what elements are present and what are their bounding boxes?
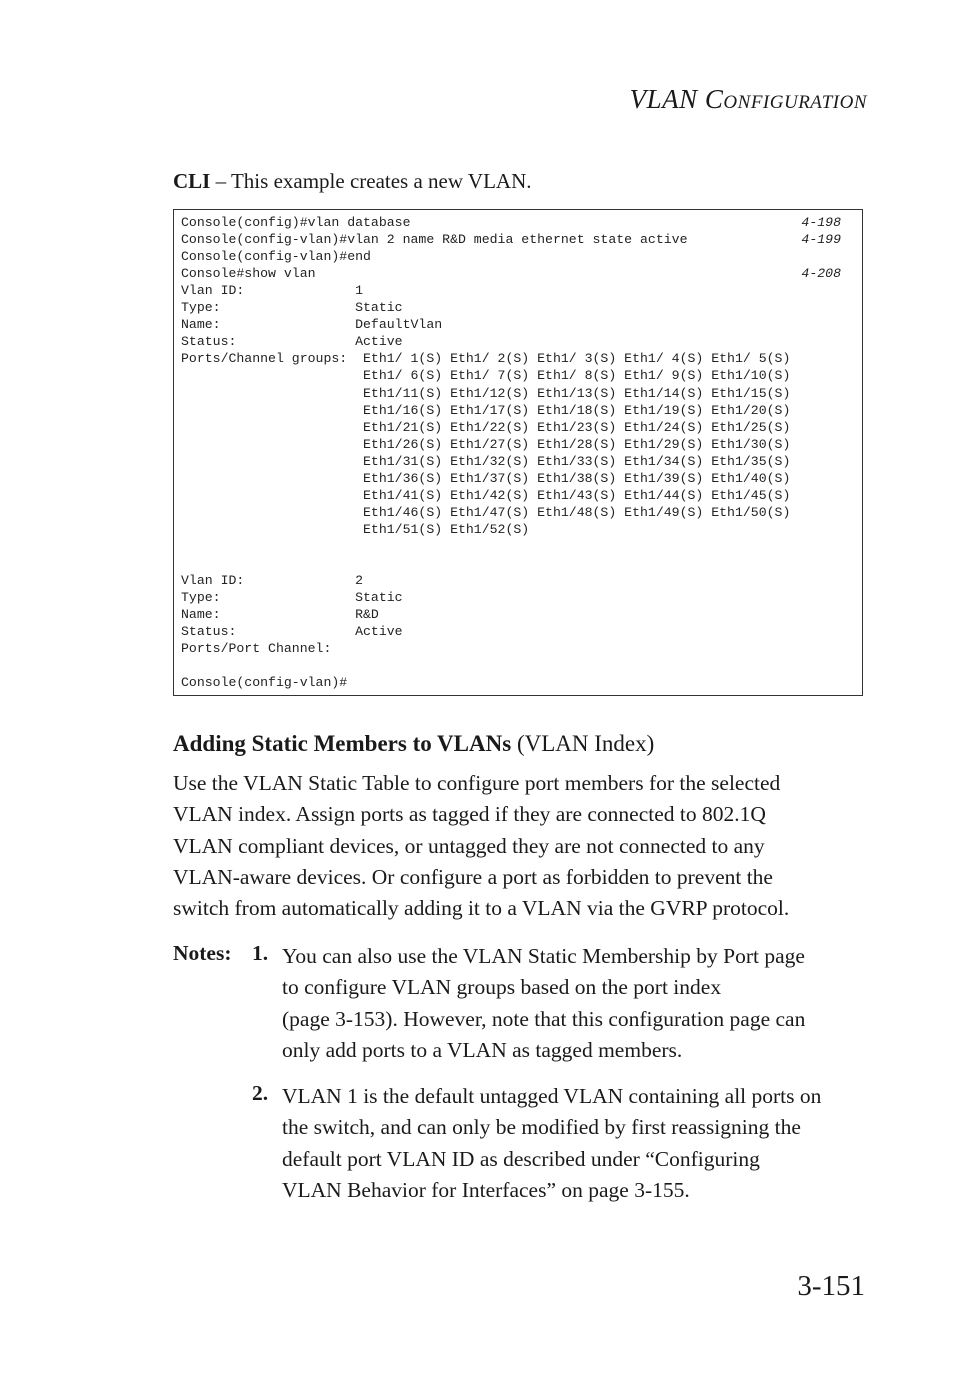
section-title-bold: Adding Static Members to VLANs — [173, 731, 512, 756]
code-text: Console(config-vlan)#end — [181, 249, 371, 265]
running-head — [630, 84, 867, 115]
paragraph-line: VLAN index. Assign ports as tagged if they are connected to 802.1Q — [173, 802, 766, 827]
code-line — [181, 623, 857, 640]
code-line — [181, 367, 857, 384]
code-line — [181, 487, 857, 504]
code-line — [181, 214, 857, 231]
code-line — [181, 589, 857, 606]
code-text: Eth1/21(S) Eth1/22(S) Eth1/23(S) Eth1/24(S) Eth1/25(S) — [181, 419, 791, 435]
running-head-initial: VLAN C — [629, 84, 724, 114]
code-text: Eth1/26(S) Eth1/27(S) Eth1/28(S) Eth1/29(S) Eth1/30(S) — [181, 436, 791, 452]
code-text: Eth1/ 6(S) Eth1/ 7(S) Eth1/ 8(S) Eth1/ 9(S) Eth1/10(S) — [181, 368, 791, 384]
code-line — [181, 350, 857, 367]
code-text: Type: Static — [181, 300, 403, 316]
code-text: Vlan ID: 1 — [181, 283, 364, 299]
code-text: Console(config-vlan)#vlan 2 name R&D media ethernet state active — [181, 232, 688, 248]
code-line — [181, 385, 857, 402]
note-line: You can also use the VLAN Static Membership by Port page — [282, 944, 805, 968]
code-page-ref: 4-208 — [801, 266, 841, 282]
note-number: 1. — [252, 941, 269, 965]
section-title-plain: (VLAN Index) — [511, 731, 655, 756]
note-line: to configure VLAN groups based on the port index — [282, 975, 722, 1000]
code-text: Console(config-vlan)# — [181, 675, 348, 691]
code-text: Eth1/16(S) Eth1/17(S) Eth1/18(S) Eth1/19(S) Eth1/20(S) — [181, 402, 791, 418]
note-line: default port VLAN ID as described under “Configuring — [282, 1146, 760, 1171]
running-head-rest: ONFIGURATION — [723, 92, 867, 113]
code-line — [181, 436, 857, 453]
code-line — [181, 316, 857, 333]
code-line — [181, 555, 857, 572]
code-text: Ports/Channel groups: Eth1/ 1(S) Eth1/ 2(S) Eth1/ 3(S) Eth1/ 4(S) Eth1/ 5(S) — [181, 351, 791, 367]
code-line — [181, 282, 857, 299]
code-line — [181, 299, 857, 316]
code-text: Type: Static — [181, 590, 403, 606]
paragraph-line: VLAN-aware devices. Or configure a port as forbidden to prevent the — [173, 864, 773, 889]
note-line: only add ports to a VLAN as tagged members. — [282, 1037, 683, 1062]
paragraph-line: switch from automatically adding it to a VLAN via the GVRP protocol. — [173, 896, 790, 921]
code-line — [181, 657, 857, 674]
code-text: Vlan ID: 2 — [181, 573, 364, 589]
code-text: Console(config)#vlan database — [181, 215, 411, 230]
page-number: 3-151 — [797, 1270, 865, 1302]
code-page-ref: 4-199 — [801, 232, 841, 248]
code-text: Eth1/31(S) Eth1/32(S) Eth1/33(S) Eth1/34(S) Eth1/35(S) — [181, 453, 791, 469]
code-text: Eth1/41(S) Eth1/42(S) Eth1/43(S) Eth1/44(S) Eth1/45(S) — [181, 487, 791, 503]
code-text: Eth1/11(S) Eth1/12(S) Eth1/13(S) Eth1/14(S) Eth1/15(S) — [181, 385, 791, 401]
code-line — [181, 248, 857, 265]
code-line — [181, 402, 857, 419]
code-text: Ports/Port Channel: — [181, 641, 332, 657]
code-line — [181, 640, 857, 657]
code-line — [181, 572, 857, 589]
code-line — [181, 453, 857, 470]
code-text: Status: Active — [181, 624, 403, 640]
paragraph-line: Use the VLAN Static Table to configure port members for the selected — [173, 771, 781, 795]
note-number: 2. — [252, 1081, 269, 1105]
notes-label: Notes: — [173, 941, 232, 965]
code-line — [181, 674, 857, 691]
cli-intro-text: – This example creates a new VLAN. — [210, 169, 532, 193]
code-line — [181, 538, 857, 555]
note-line: VLAN Behavior for Interfaces” on page 3-155. — [282, 1177, 690, 1202]
code-line — [181, 606, 857, 623]
code-text: Eth1/51(S) Eth1/52(S) — [181, 521, 530, 537]
code-text: Console#show vlan — [181, 266, 316, 282]
code-line — [181, 470, 857, 487]
code-line — [181, 265, 857, 282]
note-text — [282, 941, 872, 1066]
note-line: (page 3-153). However, note that this configuration page can — [282, 1006, 806, 1031]
note-line: the switch, and can only be modified by first reassigning the — [282, 1115, 801, 1140]
code-text: Name: R&D — [181, 607, 379, 623]
body-paragraph — [173, 768, 863, 924]
cli-intro — [173, 169, 531, 194]
code-text: Eth1/36(S) Eth1/37(S) Eth1/38(S) Eth1/39(S) Eth1/40(S) — [181, 470, 791, 486]
code-block — [173, 209, 863, 696]
code-line — [181, 333, 857, 350]
note-line: VLAN 1 is the default untagged VLAN containing all ports on — [282, 1084, 822, 1108]
code-page-ref: 4-198 — [801, 215, 841, 230]
section-heading — [173, 731, 654, 757]
code-text: Name: DefaultVlan — [181, 317, 443, 333]
code-line — [181, 419, 857, 436]
cli-label: CLI — [173, 169, 211, 193]
code-line — [181, 521, 857, 538]
code-text: Eth1/46(S) Eth1/47(S) Eth1/48(S) Eth1/49(S) Eth1/50(S) — [181, 504, 791, 520]
code-line — [181, 231, 857, 248]
code-text: Status: Active — [181, 334, 403, 350]
code-line — [181, 504, 857, 521]
paragraph-line: VLAN compliant devices, or untagged they are not connected to any — [173, 833, 765, 858]
note-text — [282, 1081, 872, 1206]
